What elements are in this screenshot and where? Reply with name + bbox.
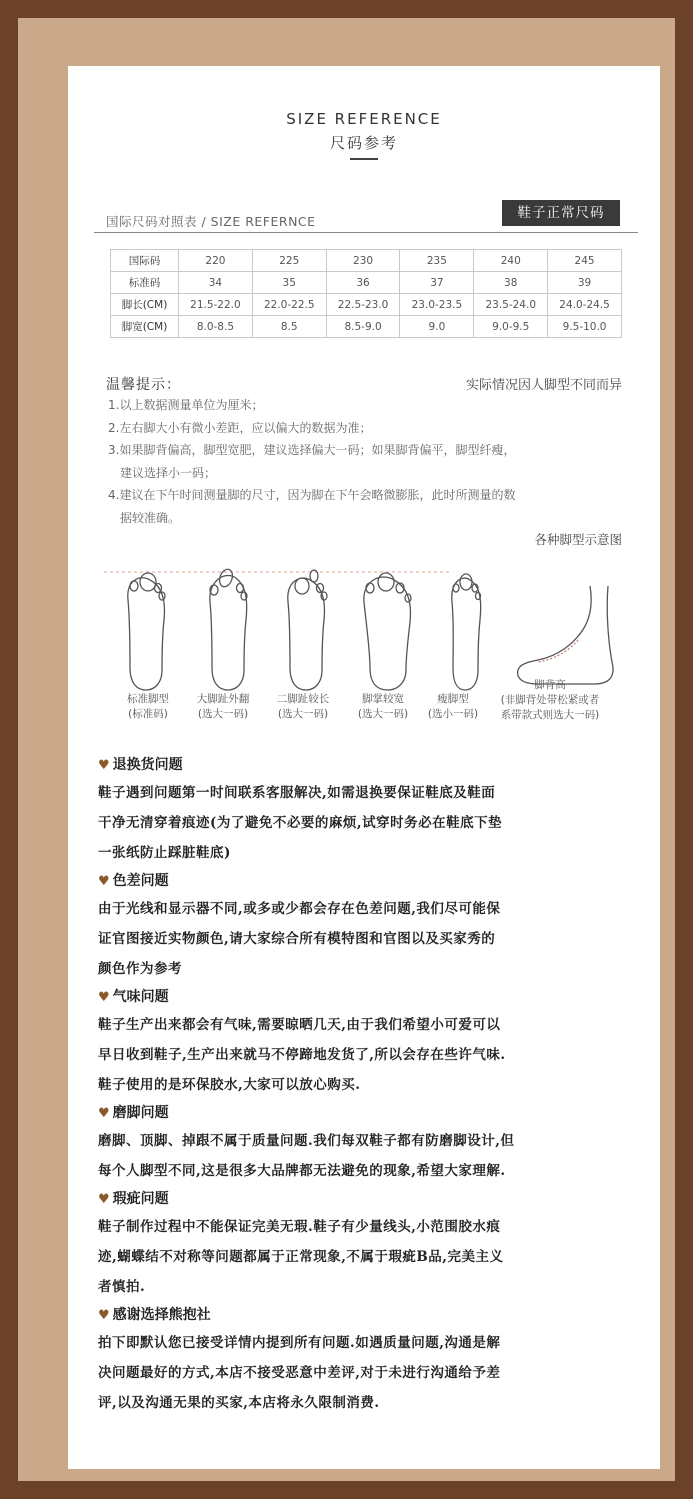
table-cell: 245: [548, 250, 622, 272]
table-cell: 23.5-24.0: [474, 294, 548, 316]
table-cell: 240: [474, 250, 548, 272]
page-title-en: SIZE REFERENCE: [286, 110, 442, 128]
table-cell: 23.0-23.5: [400, 294, 474, 316]
section-line: 评,以及沟通无果的买家,本店将永久限制消费.: [98, 1395, 380, 1411]
tip-item: 4.建议在下午时间测量脚的尺寸，因为脚在下午会略微膨胀，此时所测量的数: [108, 488, 516, 502]
notice-section-color: [98, 868, 638, 984]
tips-note: 实际情况因人脚型不同而异: [465, 378, 622, 393]
notice-section-thanks: [98, 1302, 638, 1418]
foot-label-line: 瘦脚型: [437, 693, 469, 705]
row-label: 脚长(CM): [111, 294, 179, 316]
section-line: 拍下即默认您已接受详情内提到所有问题.如遇质量问题,沟通是解: [98, 1335, 501, 1351]
notice-section-smell: [98, 984, 638, 1100]
table-cell: 8.0-8.5: [179, 316, 253, 338]
foot-bunion-icon: [210, 567, 247, 690]
section-line: 鞋子制作过程中不能保证完美无瑕.鞋子有少量线头,小范围胶水痕: [98, 1219, 501, 1235]
section-body: [98, 1212, 638, 1302]
foot-label-line: 脚背高: [534, 679, 566, 691]
notice-sections: [98, 752, 638, 1418]
table-cell: 38: [474, 272, 548, 294]
section-divider: [94, 232, 638, 233]
heart-icon: ♥: [98, 874, 110, 889]
foot-label-line: (选大一码): [277, 708, 329, 720]
table-cell: 37: [400, 272, 474, 294]
section-line: 鞋子使用的是环保胶水,大家可以放心购买.: [98, 1077, 361, 1093]
section-title: [98, 984, 638, 1010]
table-row: [111, 250, 622, 272]
table-cell: 220: [179, 250, 253, 272]
section-title: [98, 1302, 638, 1328]
table-cell: 22.0-22.5: [252, 294, 326, 316]
section-line: 决问题最好的方式,本店不接受恶意中差评,对于未进行沟通给予差: [98, 1365, 501, 1381]
section-line: 磨脚、顶脚、掉跟不属于质量问题.我们每双鞋子都有防磨脚设计,但: [98, 1133, 515, 1149]
section-body: [98, 1010, 638, 1100]
section-line: 迹,蝴蝶结不对称等问题都属于正常现象,不属于瑕疵B品,完美主义: [98, 1249, 504, 1265]
heart-icon: ♥: [98, 1106, 110, 1121]
table-row: [111, 272, 622, 294]
tip-item: 据较准确。: [120, 510, 181, 525]
section-body: [98, 894, 638, 984]
notice-section-defects: [98, 1186, 638, 1302]
section-line: 颜色作为参考: [98, 961, 182, 977]
section-title-text: 色差问题: [112, 873, 169, 889]
normal-size-badge: 鞋子正常尺码: [502, 200, 620, 226]
foot-label-line: (标准码): [128, 708, 168, 720]
section-title: [98, 868, 638, 894]
title-underline: [350, 158, 378, 160]
section-body: [98, 778, 638, 868]
foot-label-line: (非脚背处带松紧或者: [500, 694, 600, 706]
table-row: [111, 316, 622, 338]
foot-label-line: 大脚趾外翻: [196, 693, 250, 705]
table-cell: 235: [400, 250, 474, 272]
table-cell: 8.5: [252, 316, 326, 338]
tips-list: [108, 394, 628, 529]
section-body: [98, 1328, 638, 1418]
table-row: [111, 294, 622, 316]
size-table-heading: 国际尺码对照表 / SIZE REFERNCE: [106, 214, 316, 229]
notice-section-returns: [98, 752, 638, 868]
section-title: [98, 1186, 638, 1212]
section-line: 干净无清穿着痕迹(为了避免不必要的麻烦,试穿时务必在鞋底下垫: [98, 815, 503, 831]
table-cell: 21.5-22.0: [179, 294, 253, 316]
foot-label-high-instep: [480, 678, 620, 723]
heart-icon: ♥: [98, 758, 110, 773]
tip-item: 2.左右脚大小有微小差距，应以偏大的数据为准；: [108, 420, 372, 435]
section-line: 由于光线和显示器不同,或多或少都会存在色差问题,我们尽可能保: [98, 901, 501, 917]
foot-label-line: (选大一码): [357, 708, 409, 720]
section-title-text: 气味问题: [112, 989, 169, 1005]
foot-wide-icon: [364, 573, 411, 690]
content-panel: [68, 66, 660, 1469]
row-label: 标准码: [111, 272, 179, 294]
foot-diagram-title: 各种脚型示意图: [534, 532, 622, 547]
section-title-text: 感谢选择熊抱社: [112, 1307, 211, 1323]
section-line: 鞋子生产出来都会有气味,需要晾晒几天,由于我们希望小可爱可以: [98, 1017, 501, 1033]
table-cell: 36: [326, 272, 400, 294]
foot-label-line: 系带款式则选大一码): [500, 709, 600, 721]
tip-item: 建议选择小一码；: [120, 465, 217, 480]
section-line: 早日收到鞋子,生产出来就马不停蹄地发货了,所以会存在些许气味.: [98, 1047, 506, 1063]
foot-high-instep-icon: [518, 586, 613, 684]
section-line: 每个人脚型不同,这是很多大品牌都无法避免的现象,希望大家理解.: [98, 1163, 506, 1179]
table-cell: 230: [326, 250, 400, 272]
table-cell: 9.0-9.5: [474, 316, 548, 338]
table-cell: 34: [179, 272, 253, 294]
section-line: 鞋子遇到问题第一时间联系客服解决,如需退换要保证鞋底及鞋面: [98, 785, 496, 801]
size-table: [110, 249, 622, 338]
heart-icon: ♥: [98, 1192, 110, 1207]
notice-section-chafing: [98, 1100, 638, 1186]
foot-label-line: 标准脚型: [127, 693, 169, 705]
section-title-text: 瑕疵问题: [112, 1191, 169, 1207]
textured-border-frame: [18, 18, 675, 1481]
foot-label-line: 脚掌较宽: [362, 693, 404, 705]
table-cell: 35: [252, 272, 326, 294]
heart-icon: ♥: [98, 1308, 110, 1323]
foot-long-second-toe-icon: [288, 570, 327, 690]
table-cell: 39: [548, 272, 622, 294]
table-cell: 22.5-23.0: [326, 294, 400, 316]
table-cell: 8.5-9.0: [326, 316, 400, 338]
foot-standard-icon: [128, 573, 165, 690]
section-title-text: 退换货问题: [112, 757, 183, 773]
table-cell: 9.0: [400, 316, 474, 338]
section-line: 一张纸防止踩脏鞋底): [98, 845, 231, 861]
heart-icon: ♥: [98, 990, 110, 1005]
section-line: 者慎拍.: [98, 1279, 146, 1295]
row-label: 脚宽(CM): [111, 316, 179, 338]
section-title-text: 磨脚问题: [112, 1105, 169, 1121]
section-body: [98, 1126, 638, 1186]
tip-item: 1.以上数据测量单位为厘米；: [108, 398, 264, 412]
page-title-cn: 尺码参考: [329, 134, 398, 152]
section-title: [98, 1100, 638, 1126]
foot-label-line: 二脚趾较长: [276, 693, 330, 705]
table-cell: 24.0-24.5: [548, 294, 622, 316]
table-cell: 9.5-10.0: [548, 316, 622, 338]
tips-title: 温馨提示：: [106, 377, 181, 393]
section-line: 证官图接近实物颜色,请大家综合所有模特图和官图以及买家秀的: [98, 931, 496, 947]
section-title: [98, 752, 638, 778]
row-label: 国际码: [111, 250, 179, 272]
table-cell: 225: [252, 250, 326, 272]
foot-slim-icon: [452, 574, 481, 690]
foot-label-line: (选小一码): [427, 708, 479, 720]
tip-item: 3.如果脚背偏高，脚型宽肥，建议选择偏大一码；如果脚背偏平，脚型纤瘦，: [108, 443, 516, 457]
foot-label-line: (选大一码): [197, 708, 249, 720]
